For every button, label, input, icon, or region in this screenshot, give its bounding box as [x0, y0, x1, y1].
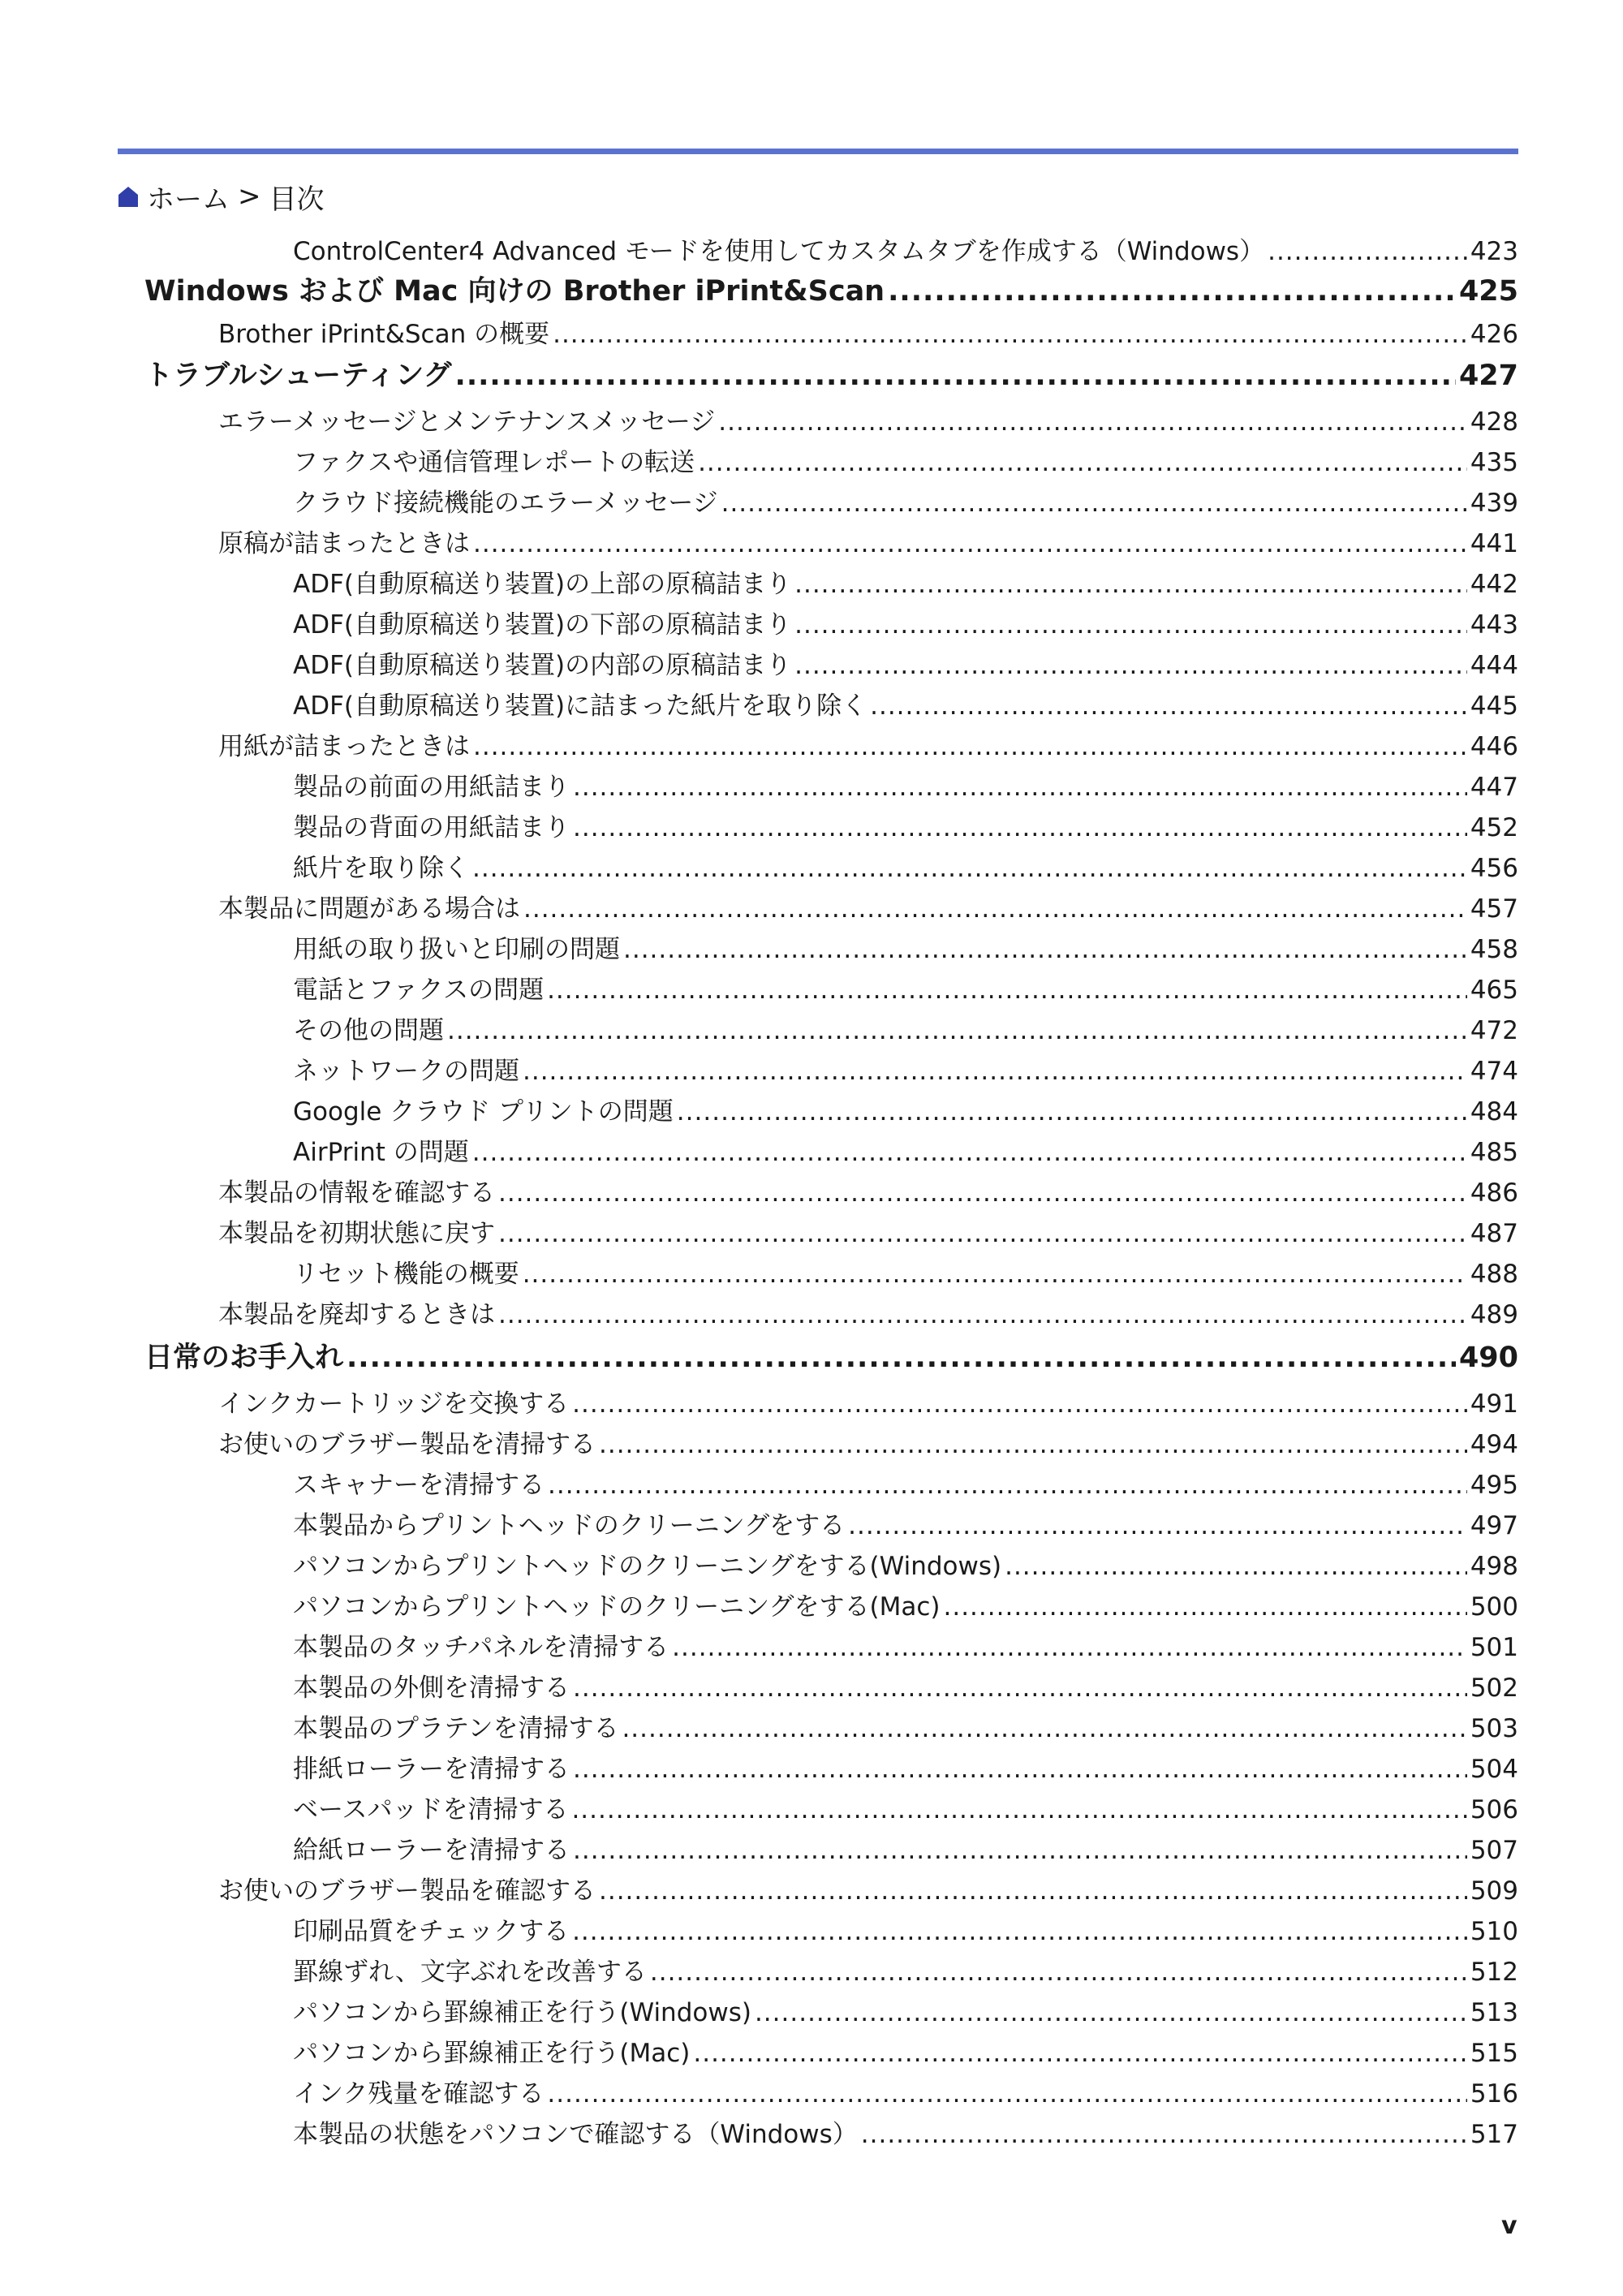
toc-entry[interactable] [0, 1790, 1518, 1830]
toc-entry-page[interactable]: 497 [1470, 1511, 1518, 1540]
toc-entry-page[interactable]: 474 [1470, 1057, 1518, 1086]
toc-entry[interactable] [0, 1749, 1518, 1790]
toc-entry-page[interactable]: 439 [1470, 489, 1518, 518]
toc-entry[interactable] [0, 970, 1518, 1010]
toc-dot-leader [623, 929, 1467, 970]
toc-entry[interactable] [0, 726, 1518, 767]
toc-entry-page[interactable]: 507 [1470, 1836, 1518, 1865]
toc-entry[interactable] [0, 889, 1518, 929]
toc-entry-page[interactable]: 487 [1470, 1219, 1518, 1248]
toc-entry-title[interactable]: 本製品のプラテンを清掃する [293, 1714, 619, 1743]
toc-dot-leader [794, 605, 1467, 645]
toc-entry-page[interactable]: 457 [1470, 894, 1518, 924]
toc-dot-leader [573, 808, 1467, 848]
toc-entry[interactable] [0, 605, 1518, 645]
toc-entry-page[interactable]: 452 [1470, 813, 1518, 842]
toc-entry-title[interactable]: 本製品の外側を清掃する [293, 1674, 570, 1703]
toc-entry-page[interactable]: 472 [1470, 1016, 1518, 1045]
toc-entry[interactable] [0, 1092, 1518, 1132]
toc-dot-leader [1005, 1546, 1467, 1587]
toc-entry-page[interactable]: 443 [1470, 610, 1518, 640]
toc-dot-leader [794, 564, 1467, 605]
toc-entry-page[interactable]: 444 [1470, 651, 1518, 680]
toc-entry[interactable] [0, 2074, 1518, 2114]
toc-entry[interactable] [0, 314, 1518, 355]
toc-entry[interactable] [0, 808, 1518, 848]
toc-entry[interactable] [0, 848, 1518, 889]
toc-entry[interactable] [0, 231, 1518, 272]
toc-entry-title[interactable]: 製品の前面の用紙詰まり [293, 773, 570, 802]
toc-entry-page[interactable]: 491 [1470, 1389, 1518, 1419]
toc-entry-page[interactable]: 512 [1470, 1958, 1518, 1987]
toc-dot-leader [794, 645, 1467, 686]
toc-entry-page[interactable]: 456 [1470, 854, 1518, 883]
toc-entry-page[interactable]: 423 [1470, 237, 1518, 266]
toc-entry-page[interactable]: 500 [1470, 1592, 1518, 1622]
toc-entry-title[interactable]: AirPrint の問題 [293, 1138, 469, 1167]
toc-entry-title[interactable]: ネットワークの問題 [293, 1057, 519, 1086]
toc-entry[interactable] [0, 1506, 1518, 1546]
toc-dot-leader [698, 442, 1467, 483]
toc-dot-leader [677, 1092, 1467, 1132]
toc-entry[interactable] [0, 1627, 1518, 1668]
home-icon[interactable] [118, 185, 139, 208]
breadcrumb [118, 174, 325, 219]
toc-dot-leader [472, 848, 1467, 889]
toc-entry-page[interactable]: 509 [1470, 1876, 1518, 1906]
toc-dot-leader [1268, 231, 1467, 272]
toc-entry-title[interactable]: ADF(自動原稿送り装置)の下部の原稿詰まり [293, 610, 792, 640]
toc-entry-page[interactable]: 446 [1470, 732, 1518, 761]
header-rule [118, 149, 1518, 154]
toc-entry-page[interactable]: 465 [1470, 976, 1518, 1005]
toc-entry-page[interactable]: 445 [1470, 691, 1518, 721]
toc-entry-title[interactable]: 罫線ずれ、文字ぶれを改善する [293, 1958, 647, 1987]
toc-dot-leader [573, 1749, 1467, 1790]
toc-dot-leader [944, 1587, 1467, 1627]
toc-entry-title[interactable]: 本製品の情報を確認する [218, 1178, 495, 1208]
toc-dot-leader [523, 1051, 1467, 1092]
toc-entry[interactable] [0, 1830, 1518, 1871]
toc-entry-page[interactable]: 517 [1470, 2120, 1518, 2149]
toc-entry-title[interactable]: 本製品のタッチパネルを清掃する [293, 1633, 669, 1662]
toc-entry[interactable] [0, 645, 1518, 686]
page-number: v [1501, 2212, 1518, 2240]
toc-entry[interactable] [0, 1871, 1518, 1911]
toc-entry-title[interactable]: Windows および Mac 向けの Brother iPrint&Scan [144, 275, 885, 308]
toc-entry[interactable] [0, 1911, 1518, 1952]
breadcrumb-separator: > [238, 180, 261, 213]
toc-entry[interactable] [0, 402, 1518, 442]
toc-entry-title[interactable]: パソコンからプリントヘッドのクリーニングをする(Windows) [293, 1552, 1002, 1581]
toc-entry-title[interactable]: 本製品の状態をパソコンで確認する（Windows） [293, 2120, 858, 2149]
toc-dot-leader [547, 2074, 1466, 2114]
toc-entry-title[interactable]: トラブルシューティング [144, 360, 452, 392]
toc-entry[interactable] [0, 929, 1518, 970]
toc-entry-title[interactable]: インク残量を確認する [293, 2079, 545, 2109]
toc-entry-page[interactable]: 513 [1470, 1998, 1518, 2027]
toc-entry-title[interactable]: パソコンから罫線補正を行う(Mac) [293, 2039, 691, 2068]
toc-dot-leader [573, 767, 1467, 808]
toc-entry[interactable] [0, 1173, 1518, 1213]
toc-dot-leader [573, 1830, 1467, 1871]
toc-entry[interactable] [0, 1384, 1518, 1424]
toc-entry[interactable] [0, 1294, 1518, 1335]
toc-entry-title[interactable]: パソコンから罫線補正を行う(Windows) [293, 1998, 751, 2027]
toc-dot-leader [523, 1254, 1467, 1294]
toc-entry-page[interactable]: 458 [1470, 935, 1518, 964]
toc-entry-page[interactable]: 435 [1470, 448, 1518, 477]
toc-dot-leader [473, 523, 1467, 564]
toc-entry[interactable] [0, 2114, 1518, 2155]
toc-entry[interactable] [0, 1010, 1518, 1051]
toc-entry-title[interactable]: ADF(自動原稿送り装置)の上部の原稿詰まり [293, 570, 792, 599]
toc-dot-leader [523, 889, 1467, 929]
toc-dot-leader [572, 1911, 1467, 1952]
toc-dot-leader [455, 355, 1456, 397]
toc-entry-page[interactable]: 516 [1470, 2079, 1518, 2109]
toc-entry-title[interactable]: ベースパッドを清掃する [293, 1795, 569, 1824]
toc-entry-title[interactable]: 原稿が詰まったときは [218, 529, 470, 558]
toc-dot-leader [347, 1337, 1456, 1379]
toc-entry-title[interactable]: インクカートリッジを交換する [218, 1389, 570, 1419]
toc-entry-title[interactable]: リセット機能の概要 [293, 1260, 519, 1289]
toc-entry[interactable] [0, 1254, 1518, 1294]
toc-dot-leader [888, 270, 1456, 312]
toc-dot-leader [572, 1384, 1467, 1424]
toc-entry[interactable] [0, 686, 1518, 726]
toc-entry-page[interactable]: 510 [1470, 1917, 1518, 1946]
toc-entry[interactable] [0, 1213, 1518, 1254]
toc-entry[interactable] [0, 1992, 1518, 2033]
toc-entry-page[interactable]: 494 [1470, 1430, 1518, 1459]
breadcrumb-current: 目次 [269, 183, 325, 216]
toc-dot-leader [573, 1668, 1467, 1708]
toc-entry-page[interactable]: 447 [1470, 773, 1518, 802]
toc-entry[interactable] [0, 2033, 1518, 2074]
toc-entry-title[interactable]: Brother iPrint&Scan の概要 [218, 320, 550, 349]
toc-entry-title[interactable]: ファクスや通信管理レポートの転送 [293, 448, 695, 477]
toc-entry-page[interactable]: 428 [1470, 407, 1518, 437]
toc-entry-page[interactable]: 442 [1470, 570, 1518, 599]
toc-dot-leader [650, 1952, 1467, 1992]
toc-dot-leader [548, 1465, 1467, 1506]
toc-entry-title[interactable]: 電話とファクスの問題 [293, 976, 545, 1005]
toc-entry-title[interactable]: スキャナーを清掃する [293, 1471, 545, 1500]
toc-entry[interactable] [0, 1132, 1518, 1173]
toc-entry-title[interactable]: 紙片を取り除く [293, 854, 469, 883]
toc-dot-leader [498, 1213, 1467, 1254]
toc-entry-title[interactable]: Google クラウド プリントの問題 [293, 1097, 674, 1126]
toc-dot-leader [622, 1708, 1466, 1749]
toc-entry-title[interactable]: ADF(自動原稿送り装置)に詰まった紙片を取り除く [293, 691, 867, 721]
toc-entry-title[interactable]: ADF(自動原稿送り装置)の内部の原稿詰まり [293, 651, 792, 680]
toc-entry[interactable] [0, 1952, 1518, 1992]
toc-entry-page[interactable]: 486 [1470, 1178, 1518, 1208]
toc-entry-title[interactable]: 用紙の取り扱いと印刷の問題 [293, 935, 620, 964]
toc-dot-leader [693, 2033, 1466, 2074]
toc-entry-title[interactable]: クラウド接続機能のエラーメッセージ [293, 489, 718, 518]
toc-dot-leader [870, 686, 1467, 726]
toc-dot-leader [718, 402, 1467, 442]
toc-dot-leader [547, 970, 1467, 1010]
toc-entry-page[interactable]: 488 [1470, 1260, 1518, 1289]
toc-dot-leader [848, 1506, 1467, 1546]
toc-entry-title[interactable]: その他の問題 [293, 1016, 444, 1045]
toc-entry-page[interactable]: 501 [1470, 1633, 1518, 1662]
toc-entry[interactable] [0, 1708, 1518, 1749]
toc-dot-leader [472, 1132, 1467, 1173]
toc-dot-leader [553, 314, 1467, 355]
toc-dot-leader [721, 483, 1467, 523]
toc-entry-page[interactable]: 515 [1470, 2039, 1518, 2068]
toc-entry-title[interactable]: ControlCenter4 Advanced モードを使用してカスタムタブを作成する（Windows） [293, 237, 1265, 266]
toc-dot-leader [571, 1790, 1466, 1830]
toc-entry-title[interactable]: パソコンからプリントヘッドのクリーニングをする(Mac) [293, 1592, 941, 1622]
toc-entry-page[interactable]: 441 [1470, 529, 1518, 558]
toc-entry[interactable] [0, 442, 1518, 483]
toc-entry-page[interactable]: 502 [1470, 1674, 1518, 1703]
toc-dot-leader [672, 1627, 1467, 1668]
toc-entry[interactable] [0, 1465, 1518, 1506]
toc-dot-leader [599, 1424, 1467, 1465]
toc-entry-page[interactable]: 489 [1470, 1300, 1518, 1329]
toc-chapter-entry[interactable] [0, 355, 1518, 397]
toc-entry-page[interactable]: 506 [1470, 1795, 1518, 1824]
toc-entry[interactable] [0, 1051, 1518, 1092]
toc-entry[interactable] [0, 1668, 1518, 1708]
toc-dot-leader [755, 1992, 1467, 2033]
toc-entry-page[interactable]: 425 [1458, 275, 1518, 308]
toc-dot-leader [447, 1010, 1467, 1051]
toc-entry[interactable] [0, 767, 1518, 808]
toc-entry-title[interactable]: 本製品からプリントヘッドのクリーニングをする [293, 1511, 846, 1540]
toc-entry-title[interactable]: 本製品に問題がある場合は [218, 894, 520, 924]
toc-entry-page[interactable]: 503 [1470, 1714, 1518, 1743]
toc-entry[interactable] [0, 1424, 1518, 1465]
toc-dot-leader [599, 1871, 1467, 1911]
toc-entry-page[interactable]: 504 [1470, 1755, 1518, 1784]
toc-entry[interactable] [0, 483, 1518, 523]
toc-chapter-entry[interactable] [0, 1337, 1518, 1379]
toc-entry-title[interactable]: お使いのブラザー製品を清掃する [218, 1430, 596, 1459]
toc-entry[interactable] [0, 564, 1518, 605]
toc-chapter-entry[interactable] [0, 270, 1518, 312]
toc-entry-title[interactable]: 印刷品質をチェックする [293, 1917, 570, 1946]
toc-entry-title[interactable]: 日常のお手入れ [144, 1342, 344, 1374]
toc-entry-page[interactable]: 426 [1470, 320, 1518, 349]
toc-entry-page[interactable]: 498 [1470, 1552, 1518, 1581]
toc-entry-title[interactable]: 本製品を初期状態に戻す [218, 1219, 495, 1248]
toc-entry-title[interactable]: 製品の背面の用紙詰まり [293, 813, 570, 842]
toc-entry-page[interactable]: 490 [1458, 1342, 1518, 1374]
toc-entry[interactable] [0, 1546, 1518, 1587]
toc-dot-leader [473, 726, 1467, 767]
toc-entry-title[interactable]: お使いのブラザー製品を確認する [218, 1876, 596, 1906]
toc-entry-page[interactable]: 427 [1458, 360, 1518, 392]
toc-entry-page[interactable]: 485 [1470, 1138, 1518, 1167]
toc-entry[interactable] [0, 1587, 1518, 1627]
toc-dot-leader [498, 1173, 1467, 1213]
breadcrumb-home-link[interactable]: ホーム [147, 183, 230, 216]
toc-entry-title[interactable]: 給紙ローラーを清掃する [293, 1836, 570, 1865]
toc-entry-title[interactable]: 用紙が詰まったときは [218, 732, 470, 761]
toc-entry-page[interactable]: 495 [1470, 1471, 1518, 1500]
toc-entry-title[interactable]: エラーメッセージとメンテナンスメッセージ [218, 407, 716, 437]
toc-dot-leader [498, 1294, 1467, 1335]
toc-entry-page[interactable]: 484 [1470, 1097, 1518, 1126]
toc-entry-title[interactable]: 排紙ローラーを清掃する [293, 1755, 570, 1784]
toc-entry[interactable] [0, 523, 1518, 564]
toc-entry-title[interactable]: 本製品を廃却するときは [218, 1300, 495, 1329]
toc-dot-leader [861, 2114, 1467, 2155]
